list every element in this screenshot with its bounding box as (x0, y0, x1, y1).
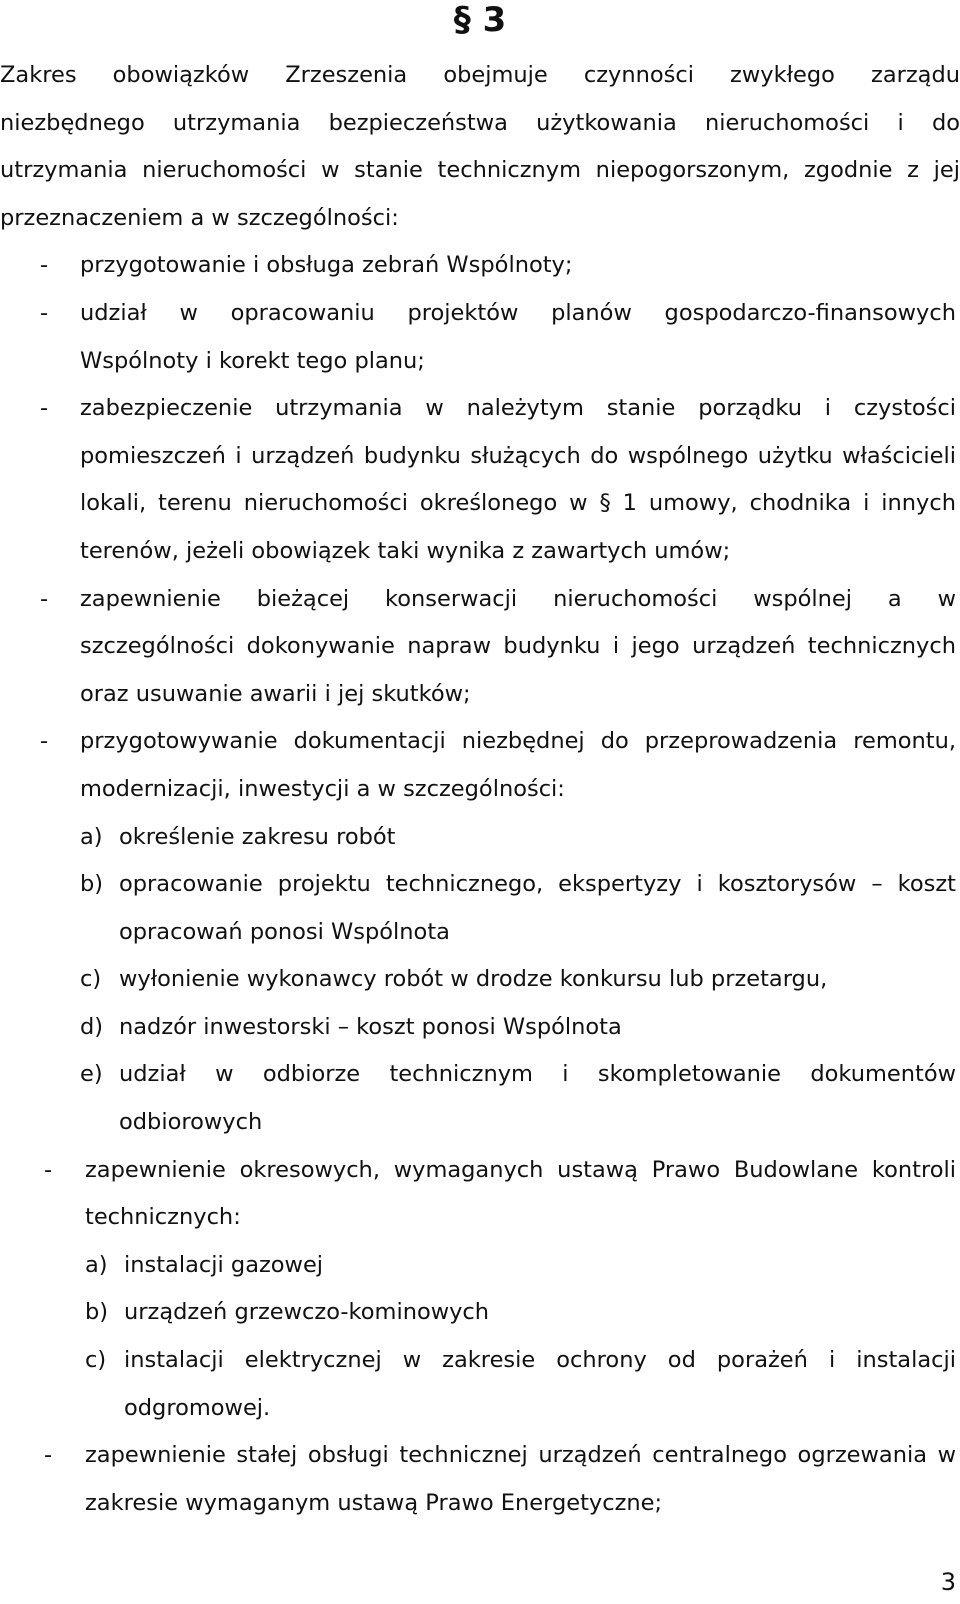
list-item-line: modernizacji, inwestycji a w szczególności: (80, 775, 565, 802)
list-item-line: zapewnienie stałej obsługi technicznej urządzeń centralnego ogrzewania w (85, 1442, 956, 1469)
list-item-line: zabezpieczenie utrzymania w należytym stanie porządku i czystości (80, 395, 956, 422)
intro-line: utrzymania nieruchomości w stanie technicznym niepogorszonym, zgodnie z jej (0, 157, 960, 184)
sub-list-marker: c) (85, 1347, 107, 1374)
sub-list-marker: b) (85, 1299, 109, 1326)
list-item-line: zapewnienie okresowych, wymaganych ustawą Prawo Budowlane kontroli (85, 1156, 956, 1183)
page-number: 3 (940, 1568, 956, 1596)
sub-list-item (0, 1289, 960, 1337)
sub-list-line: udział w odbiorze technicznym i skompletowanie dokumentów (119, 1061, 956, 1088)
sub-list-line: urządzeń grzewczo-kominowych (124, 1299, 490, 1326)
list-item-line: pomieszczeń i urządzeń budynku służących do wspólnego użytku właścicieli (80, 442, 956, 469)
sub-list-marker: b) (80, 871, 104, 898)
dash-marker: - (44, 1442, 53, 1469)
sub-list-line: odgromowej. (124, 1394, 271, 1421)
sub-list-line: określenie zakresu robót (119, 823, 396, 850)
sub-list-line: odbiorowych (119, 1109, 263, 1136)
sub-list-item (0, 861, 960, 956)
sub-list-item (0, 1337, 960, 1432)
list-item-line: zapewnienie bieżącej konserwacji nieruchomości wspólnej a w (80, 585, 956, 612)
intro-line: przeznaczeniem a w szczególności: (0, 204, 399, 231)
sub-list-marker: a) (80, 823, 103, 850)
dash-marker: - (40, 585, 49, 612)
list-item-line: terenów, jeżeli obowiązek taki wynika z zawartych umów; (80, 537, 731, 564)
dash-marker: - (40, 395, 49, 422)
sub-list-marker: e) (80, 1061, 103, 1088)
dash-marker: - (44, 1156, 53, 1183)
sub-list-line: opracowanie projektu technicznego, ekspertyzy i kosztorysów – koszt (119, 871, 956, 898)
sub-list-line: opracowań ponosi Wspólnota (119, 918, 450, 945)
intro-line: niezbędnego utrzymania bezpieczeństwa użytkowania nieruchomości i do (0, 109, 960, 136)
intro-line: Zakres obowiązków Zrzeszenia obejmuje czynności zwykłego zarządu (0, 62, 960, 88)
list-item (0, 718, 960, 813)
sub-list-marker: a) (85, 1251, 108, 1278)
list-item (0, 242, 960, 290)
list-item (0, 385, 960, 575)
sub-list-line: instalacji elektrycznej w zakresie ochrony od porażeń i instalacji (124, 1347, 956, 1374)
intro-paragraph (0, 52, 960, 242)
sub-list-line: instalacji gazowej (124, 1251, 324, 1278)
list-item-line: przygotowywanie dokumentacji niezbędnej do przeprowadzenia remontu, (80, 728, 956, 755)
list-item (0, 1147, 960, 1242)
list-item (0, 576, 960, 719)
document-body (0, 52, 960, 1527)
list-item-line: udział w opracowaniu projektów planów gospodarczo-finansowych (80, 299, 956, 326)
sub-list-line: nadzór inwestorski – koszt ponosi Wspólnota (119, 1013, 622, 1040)
list-item-line: szczególności dokonywanie napraw budynku i jego urządzeń technicznych (80, 633, 956, 660)
sub-list-marker: d) (80, 1013, 104, 1040)
list-item-line: przygotowanie i obsługa zebrań Wspólnoty; (80, 252, 573, 279)
sub-list-item (0, 956, 960, 1004)
dash-marker: - (40, 252, 49, 279)
sub-list-item (0, 1051, 960, 1146)
list-item (0, 290, 960, 385)
dash-marker: - (40, 728, 49, 755)
sub-list-marker: c) (80, 966, 102, 993)
sub-list-item (0, 1242, 960, 1290)
list-item-line: lokali, terenu nieruchomości określonego w § 1 umowy, chodnika i innych (80, 490, 956, 517)
section-heading: § 3 (453, 0, 507, 40)
list-item-line: Wspólnoty i korekt tego planu; (80, 347, 425, 374)
list-item-line: oraz usuwanie awarii i jej skutków; (80, 680, 471, 707)
list-item-line: technicznych: (85, 1204, 241, 1231)
sub-list-item (0, 814, 960, 862)
list-item (0, 1432, 960, 1527)
sub-list-item (0, 1004, 960, 1052)
list-item-line: zakresie wymaganym ustawą Prawo Energetyczne; (85, 1489, 663, 1516)
sub-list-line: wyłonienie wykonawcy robót w drodze konkursu lub przetargu, (119, 966, 828, 993)
dash-marker: - (40, 299, 49, 326)
